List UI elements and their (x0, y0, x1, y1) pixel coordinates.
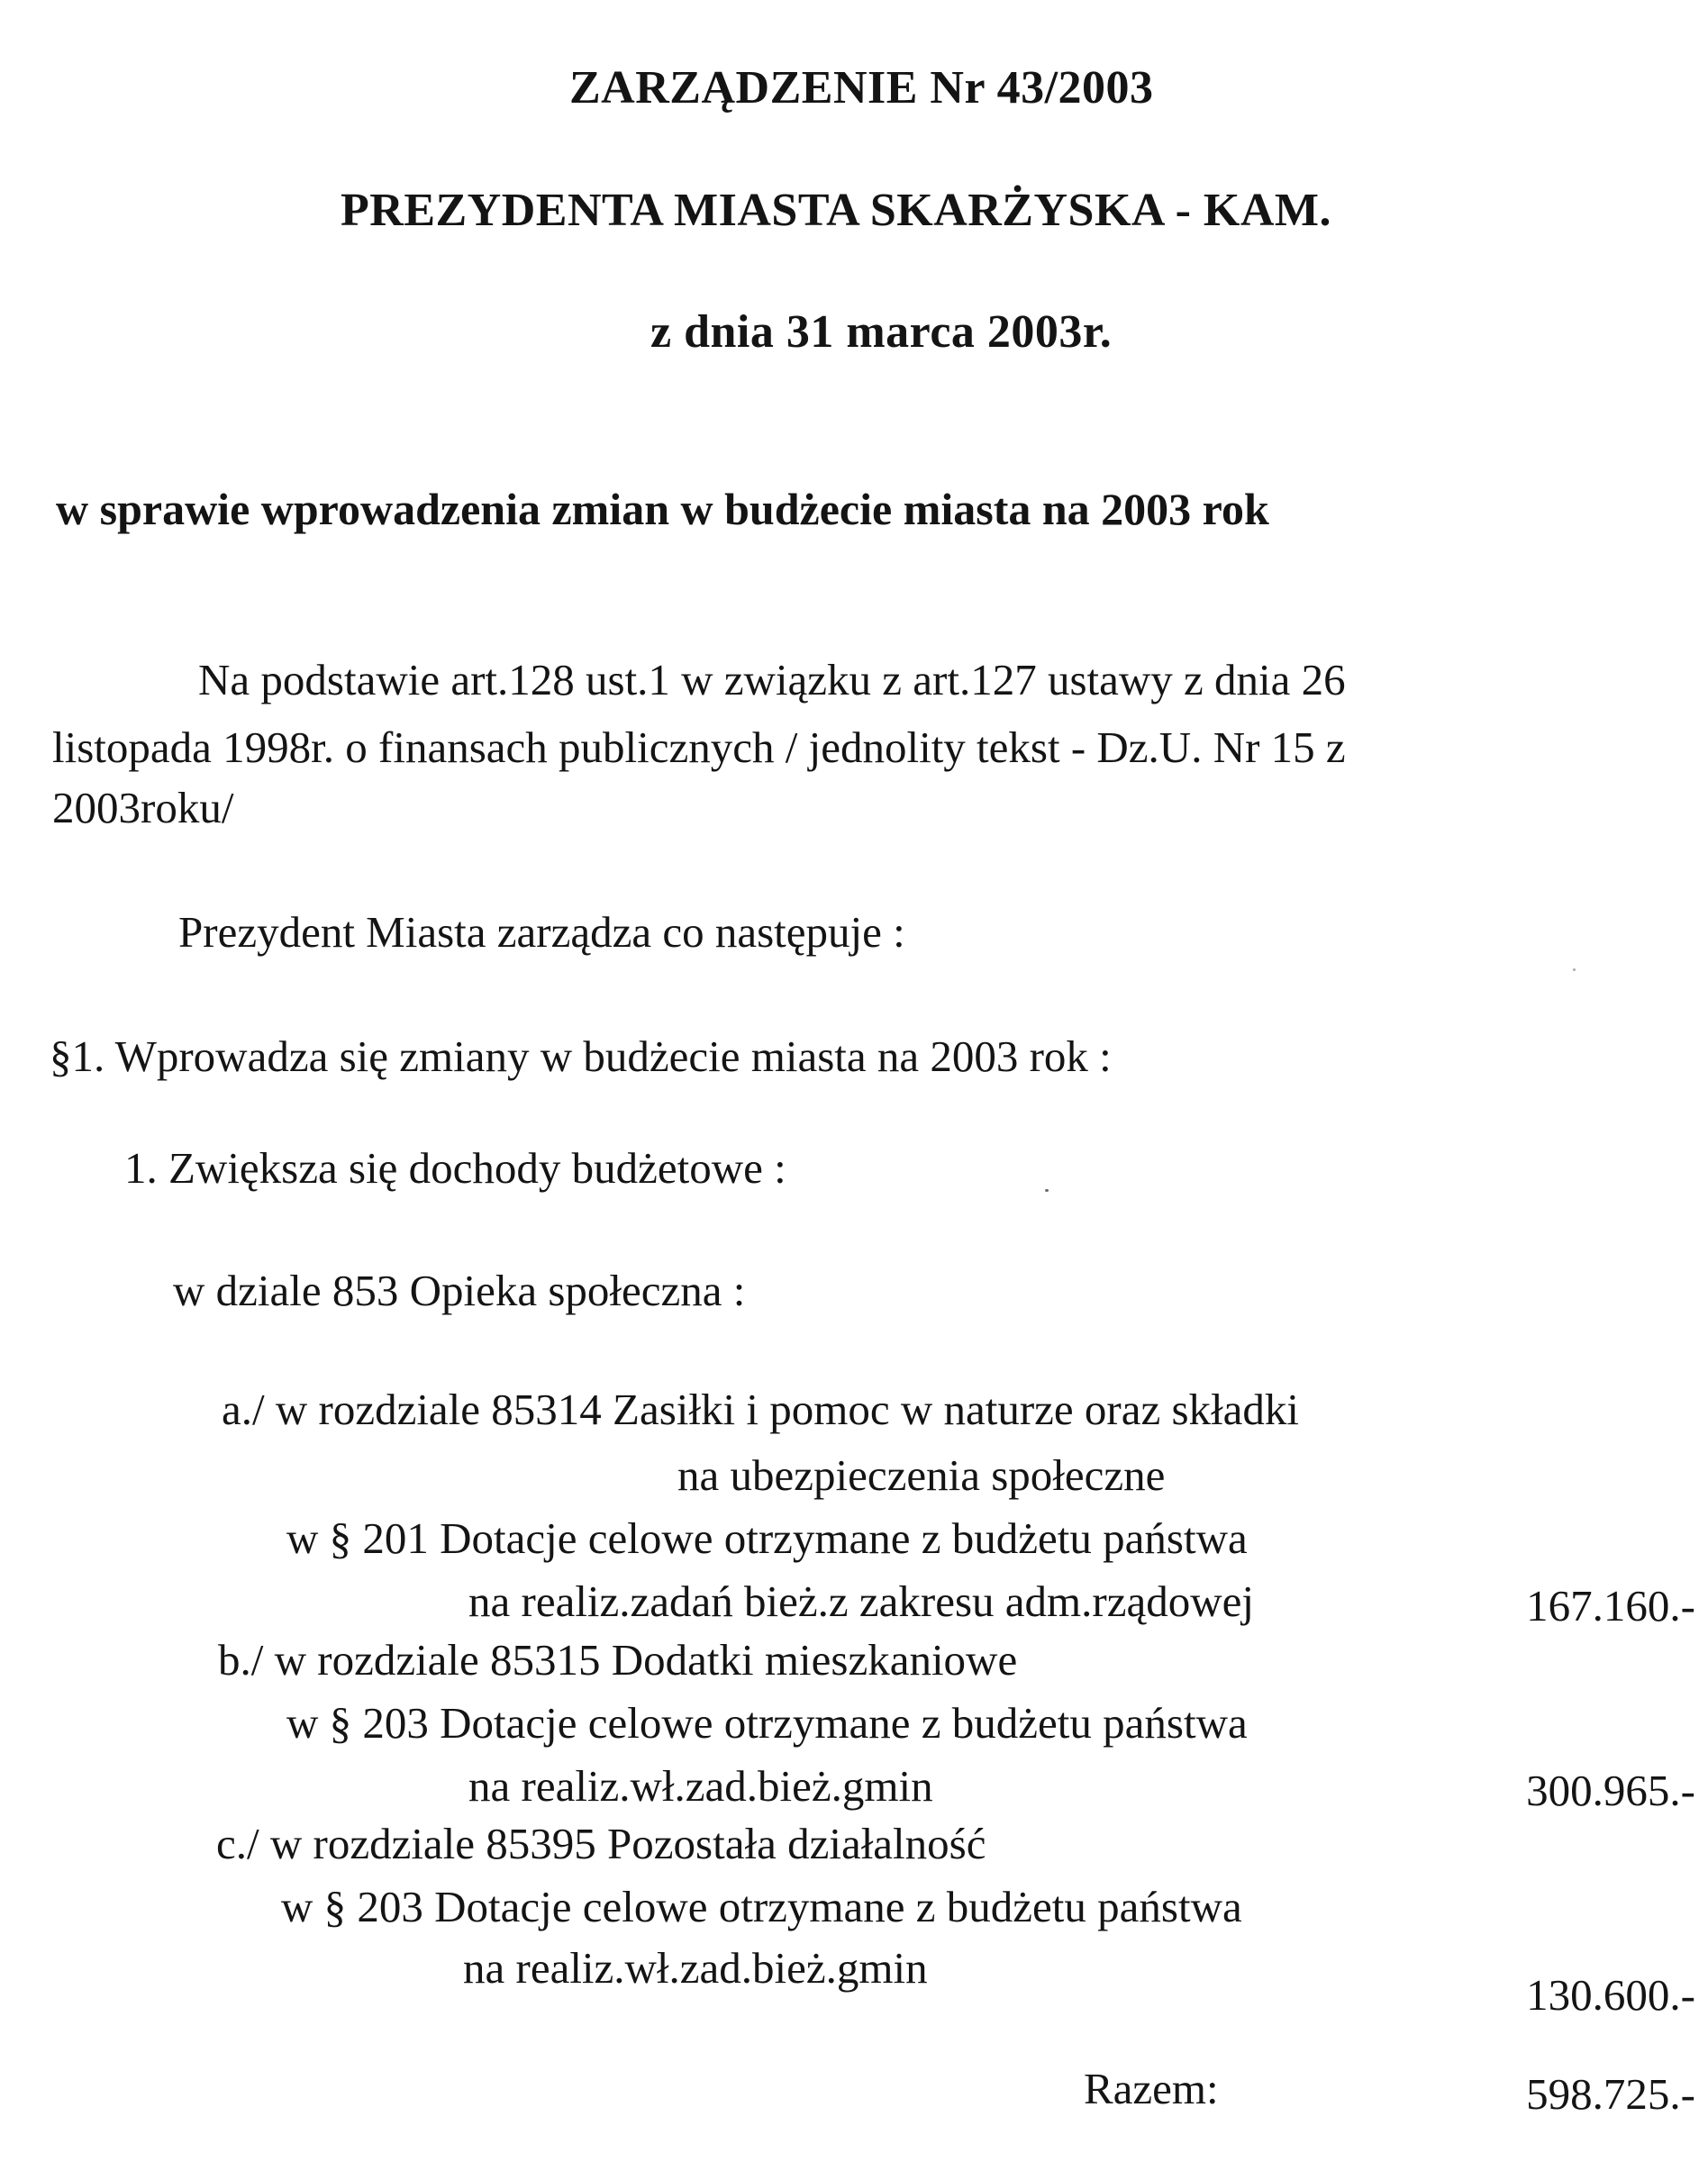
division-853: w dziale 853 Opieka społeczna : (173, 1266, 746, 1315)
document-issuer: PREZYDENTA MIASTA SKARŻYSKA - KAM. (341, 185, 1331, 236)
item-a-paragraph-continued: na realiz.zadań bież.z zakresu adm.rządowej (468, 1576, 1254, 1626)
total-amount: 598.725.- (1526, 2069, 1695, 2119)
decree-intro: Prezydent Miasta zarządza co następuje : (178, 907, 905, 957)
legal-basis-line-2: listopada 1998r. o finansach publicznych / jednolity tekst - Dz.U. Nr 15 z (52, 722, 1346, 772)
scan-speck (1573, 968, 1576, 971)
document-subject: w sprawie wprowadzenia zmian w budżecie miasta na 2003 rok (56, 484, 1269, 534)
item-c-paragraph: w § 203 Dotacje celowe otrzymane z budżetu państwa (281, 1882, 1242, 1931)
item-a-chapter-continued: na ubezpieczenia społeczne (677, 1450, 1166, 1500)
section-1-heading: §1. Wprowadza się zmiany w budżecie miasta na 2003 rok : (50, 1031, 1112, 1081)
legal-basis-line-1: Na podstawie art.128 ust.1 w związku z art.127 ustawy z dnia 26 (198, 655, 1346, 704)
document-date: z dnia 31 marca 2003r. (650, 306, 1113, 358)
item-a-paragraph: w § 201 Dotacje celowe otrzymane z budżetu państwa (286, 1513, 1248, 1563)
item-a-chapter: a./ w rozdziale 85314 Zasiłki i pomoc w naturze oraz składki (222, 1385, 1300, 1434)
item-a-amount: 167.160.- (1526, 1581, 1695, 1631)
item-c-chapter: c./ w rozdziale 85395 Pozostała działalność (216, 1819, 986, 1868)
document-title: ZARZĄDZENIE Nr 43/2003 (569, 62, 1154, 114)
section-1-point-1: 1. Zwiększa się dochody budżetowe : (124, 1143, 786, 1193)
item-c-amount: 130.600.- (1526, 1970, 1695, 2020)
item-b-chapter: b./ w rozdziale 85315 Dodatki mieszkaniowe (218, 1635, 1018, 1685)
total-label: Razem: (1084, 2064, 1219, 2113)
scan-speck (1045, 1189, 1049, 1192)
item-b-paragraph-continued: na realiz.wł.zad.bież.gmin (468, 1761, 933, 1811)
item-c-paragraph-continued: na realiz.wł.zad.bież.gmin (463, 1943, 928, 1993)
item-b-amount: 300.965.- (1526, 1766, 1695, 1815)
legal-basis-line-3: 2003roku/ (52, 783, 234, 832)
item-b-paragraph: w § 203 Dotacje celowe otrzymane z budżetu państwa (286, 1698, 1248, 1748)
